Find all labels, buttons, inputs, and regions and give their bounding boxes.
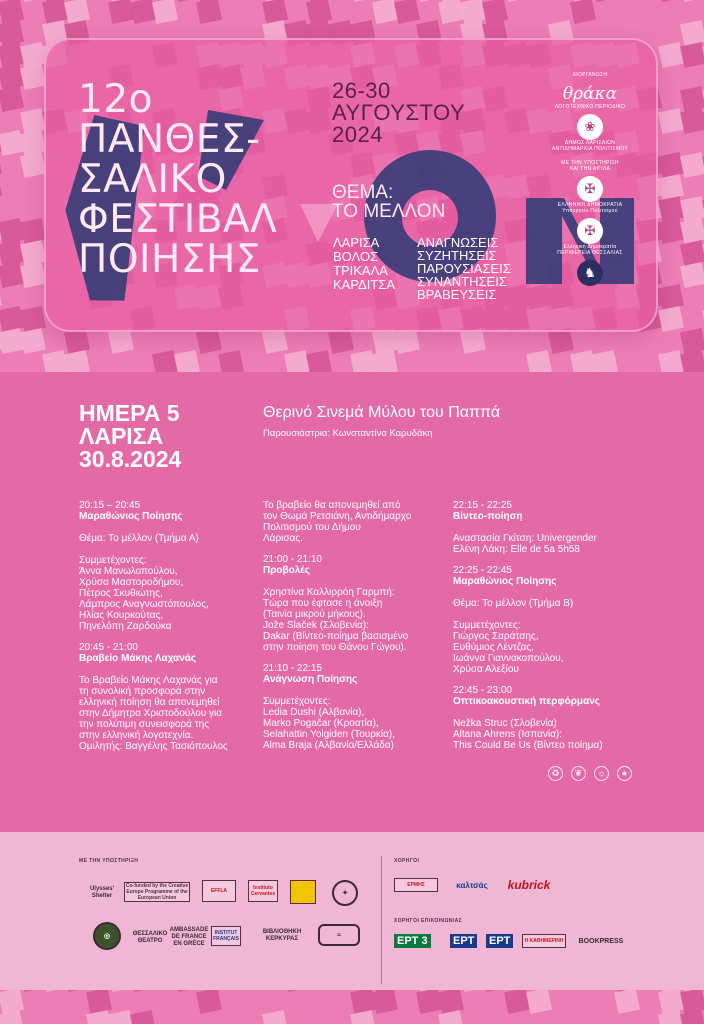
footer-pattern (0, 990, 704, 1024)
festival-theme (332, 183, 445, 221)
event-title: Προβολές (263, 565, 311, 576)
event-details (453, 533, 631, 555)
detail-line: Ελένη Λάκη: Elle de 5a 5h58 (453, 544, 580, 555)
event-details (79, 675, 253, 752)
greek-emblem-icon: ✠ (577, 176, 603, 202)
detail-line: στην ποίηση του Θάνου Γώγου). (263, 642, 407, 653)
organizer-label: ΔΙΟΡΓΑΝΩΣΗ (572, 72, 608, 78)
event-time: 20:45 - 21:00 (79, 642, 138, 653)
detail-line: Γιώργος Σαράτσης, (453, 631, 539, 642)
event-theme: Θέμα: Το μέλλον (Τμήμα Β) (453, 598, 574, 609)
detail-line: (Ταινία μικρού μήκους). (263, 609, 366, 620)
event-time: 22:25 - 22:45 (453, 565, 512, 576)
day-heading (79, 402, 181, 471)
eu-logo: Co-funded by the Creative Europe Programme of the European Union (125, 883, 189, 901)
detail-line: τη συνολική προσφορά στην (79, 686, 206, 697)
municipality-name: ΔΗΜΟΣ ΛΑΡΙΣΑΙΩΝ (564, 140, 616, 146)
detail-line: Αναστασία Γκίτση: Univergender (453, 533, 597, 544)
ert-logo: ΕΡΤ (450, 934, 477, 948)
detail-line: Alma Braja (Αλβανία/Ελλάδα) (263, 740, 394, 751)
event-time: 21:00 - 21:10 (263, 554, 322, 565)
detail-line: Χρηστίνα Καλλιρρόη Γαρμπή: (263, 587, 395, 598)
detail-line: στην ελληνική λογοτεχνία. (79, 730, 194, 741)
title-line: ΦΕΣΤΙΒΑΛ (78, 197, 278, 242)
detail-line: Χρύσα Αλεξίου (453, 664, 519, 675)
detail-line: Συμμετέχοντες: (453, 620, 521, 631)
ert-logo: ΕΡΤ (486, 934, 513, 948)
theme-line: ΤΟ ΜΕΛΛΟΝ (332, 201, 446, 222)
detail-line: Πηνελόπη Ζαρδούκα (79, 621, 172, 632)
day-line: 30.8.2024 (79, 446, 182, 472)
detail-line: Ηλίας Κουρκούτας, (79, 610, 164, 621)
region-sub: ΠΕΡΙΦΕΡΕΙΑ ΘΕΣΣΑΛΙΑΣ (557, 250, 623, 256)
detail-line: Jože Slaček (Σλοβενία): (263, 620, 369, 631)
sponsors-divider (381, 856, 382, 984)
detail-line: στην Δήμητρα Χριστοδούλου για (79, 708, 223, 719)
ulysses-logo: Ulysses' Shelter (89, 886, 115, 899)
schedule-block (79, 642, 253, 752)
schedule-column-2 (263, 500, 441, 751)
activity-item: ΑΝΑΓΝΩΣΕΙΣ (417, 235, 499, 250)
detail-line: Altana Ahrens (Ισπανία): (453, 729, 562, 740)
kaltsas-logo: καλτσάς (456, 880, 488, 890)
seal-icon: ◎ (93, 922, 121, 950)
theme-line: ΘΕΜΑ: (332, 182, 394, 203)
city-list (333, 236, 395, 292)
pattern-background (0, 990, 704, 1024)
detail-line: Χρύσα Μαστοροδήμου, (79, 577, 184, 588)
region-emblem-icon: ✠ (577, 218, 603, 244)
date-line: ΑΥΓΟΥΣΤΟΥ (332, 100, 466, 125)
detail-line: Λάμπρος Αναγνωστόπουλος, (79, 599, 209, 610)
cervantes-logo: Instituto Cervantes (248, 880, 278, 902)
event-time: 22:45 - 23:00 (453, 685, 512, 696)
detail-line: τον Θωμά Ρετσιάνη, Αντιδήμαρχο (263, 511, 412, 522)
biblio-logo: ΒΙΒΛΙΟΘΗΚΗ ΚΕΡΚΥΡΑΣ (262, 929, 302, 942)
schedule-block (453, 500, 631, 555)
schedule-column-3 (453, 500, 631, 751)
event-details (453, 718, 631, 751)
activity-item: ΒΡΑΒΕΥΣΕΙΣ (417, 287, 497, 302)
detail-line: Marko Pogačar (Κροατία), (263, 718, 379, 729)
ministry-name: ΕΛΛΗΝΙΚΗ ΔΗΜΟΚΡΑΤΙΑ (557, 202, 623, 208)
support-line: ΚΑΙ ΤΗΝ ΑΙΓΙΔΑ (569, 166, 611, 172)
detail-line: Nežka Struc (Σλοβενία) (453, 718, 557, 729)
detail-line: Πολιτισμού του Δήμου (263, 522, 361, 533)
activity-item: ΠΑΡΟΥΣΙΑΣΕΙΣ (417, 261, 511, 276)
date-line: 26-30 (332, 78, 391, 103)
day-line: ΗΜΕΡΑ 5 (79, 400, 180, 426)
presenter-line: Παρουσιάστρια: Κωνσταντίνα Καρυδάκη (263, 428, 433, 439)
ermis-logo: ΕΡΜΗΣ (394, 878, 438, 892)
region-name: Ελληνική Δημοκρατία (563, 244, 617, 250)
schedule-block (79, 500, 253, 632)
detail-line: Dakar (Βίντεο-ποίημα βασισμένο (263, 631, 409, 642)
festival-dates (332, 80, 465, 146)
leaf-icon: ❦ (571, 766, 586, 781)
title-line: 12ο (78, 77, 153, 122)
support-label: ΜΕ ΤΗΝ ΥΠΟΣΤΗΡΙΞΗ (79, 858, 139, 864)
kathimerini-logo: Η ΚΑΘΗΜΕΡΙΝΗ (522, 934, 566, 948)
city-item: ΚΑΡΔΙΤΣΑ (333, 277, 395, 292)
title-line: ΣΑΛΙΚΟ (78, 157, 227, 202)
ministry-sub: Υπουργείο Πολιτισμού (562, 208, 618, 214)
title-line: ΠΟΙΗΣΗΣ (78, 237, 261, 282)
detail-line: Συμμετέχοντες: (263, 696, 331, 707)
event-title: Βραβείο Μάκης Λαχανάς (79, 653, 197, 664)
eco-icons (548, 766, 632, 781)
city-item: ΒΟΛΟΣ (333, 249, 379, 264)
detail-line: Ledia Dushi (Αλβανία), (263, 707, 365, 718)
detail-line: This Could Be Us (Βίντεο ποίημα) (453, 740, 603, 751)
thessaliko-theatro-logo: ΘΕΣΣΑΛΙΚΟ ΘΕΑΤΡΟ (132, 931, 168, 944)
program-section (0, 372, 704, 832)
organizers-column (548, 72, 632, 286)
detail-line: Ευθύμιος Λέντζας, (453, 642, 534, 653)
event-title: Οπτικοακουστική περφόρμανς (453, 696, 600, 707)
bookpress-logo: BOOKPRESS (578, 937, 624, 945)
sponsors-section (0, 832, 704, 990)
spain-emblem-icon (290, 880, 316, 904)
detail-line: Τώρα που έφτασε η άνοιξη (263, 598, 383, 609)
detail-line: ελληνική ποίηση θα απονεμηθεί (79, 697, 220, 708)
wave-logo-icon: ≈ (318, 924, 360, 946)
kubrick-logo: kubrick (507, 878, 551, 892)
event-time: 22:15 - 22:25 (453, 500, 512, 511)
detail-line: Λάρισας. (263, 533, 303, 544)
media-sponsors-label: ΧΟΡΗΓΟΙ ΕΠΙΚΟΙΝΩΝΙΑΣ (394, 918, 463, 924)
sponsors-label: ΧΟΡΗΓΟΙ (394, 858, 420, 864)
detail-line: Το Βραβείο Μάκης Λαχανάς για (79, 675, 218, 686)
schedule-column-1 (79, 500, 253, 752)
ambassade-logo: AMBASSADE DE FRANCE EN GRÈCE (169, 926, 209, 947)
city-item: ΛΑΡΙΣΑ (333, 235, 380, 250)
festival-title (78, 77, 278, 282)
event-details (263, 587, 441, 653)
detail-line: Άννα Μανωλοπούλου, (79, 566, 178, 577)
activity-list (417, 236, 511, 301)
title-line: ΠΑΝΘΕΣ- (78, 117, 261, 162)
day-line: ΛΑΡΙΣΑ (79, 423, 164, 449)
municipality-sub: ΑΝΤΙΔΗΜΑΡΧΙΑ ΠΟΛΙΤΙΣΜΟΥ (551, 146, 629, 152)
detail-line: Ομιλητής: Βαγγέλης Τασιόπουλος (79, 741, 228, 752)
detail-line: Πέτρος Σκυθιώτης, (79, 588, 163, 599)
schedule-block (263, 500, 441, 544)
schedule-block (263, 663, 441, 751)
activity-item: ΣΥΝΑΝΤΗΣΕΙΣ (417, 274, 507, 289)
schedule-block (453, 685, 631, 751)
support-line: ΜΕ ΤΗΝ ΥΠΟΣΤΗΡΙΞΗ (561, 160, 619, 166)
ert3-logo: ΕΡΤ 3 (394, 934, 431, 948)
schedule-block (263, 554, 441, 653)
institut-francais-logo: INSTITUT FRANÇAIS (211, 926, 241, 946)
thraki-subtitle: ΛΟΓΟΤΕΧΝΙΚΟ ΠΕΡΙΟΔΙΚΟ (554, 104, 626, 110)
detail-line: Το βραβείο θα απονεμηθεί από (263, 500, 401, 511)
event-time: 20:15 – 20:45 (79, 500, 141, 511)
university-seal-icon: ✦ (332, 880, 358, 906)
event-details (79, 555, 253, 632)
water-drop-icon: ● (617, 766, 632, 781)
event-title: Μαραθώνιος Ποίησης (453, 576, 557, 587)
schedule-block (453, 565, 631, 675)
hero-banner (0, 0, 704, 372)
date-line: 2024 (332, 122, 383, 147)
event-details (453, 620, 631, 675)
effla-logo: EFFLA (202, 880, 236, 902)
sun-icon: ☼ (594, 766, 609, 781)
horse-seal-icon: ♞ (577, 260, 603, 286)
detail-line: την πολύτιμη συνεισφορά της (79, 719, 210, 730)
detail-line: Ιωάννα Γιαννακοπούλου, (453, 653, 564, 664)
larisa-seal-icon: ❀ (577, 114, 603, 140)
event-title: Μαραθώνιος Ποίησης (79, 511, 183, 522)
event-title: Ανάγνωση Ποίησης (263, 674, 358, 685)
activity-item: ΣΥΖΗΤΗΣΕΙΣ (417, 248, 497, 263)
event-theme: Θέμα: Το μέλλον (Τμήμα Α) (79, 533, 199, 544)
thraki-logo: θράκα (562, 84, 618, 104)
recycle-icon: ♻ (548, 766, 563, 781)
detail-line: Συμμετέχοντες: (79, 555, 147, 566)
event-time: 21:10 - 22:15 (263, 663, 322, 674)
city-item: ΤΡΙΚΑΛΑ (333, 263, 388, 278)
event-title: Βίντεο-ποίηση (453, 511, 523, 522)
venue-title: Θερινό Σινεμά Μύλου του Παππά (263, 404, 501, 421)
detail-line: Selahattin Yolgiden (Τουρκία), (263, 729, 396, 740)
event-details (263, 696, 441, 751)
